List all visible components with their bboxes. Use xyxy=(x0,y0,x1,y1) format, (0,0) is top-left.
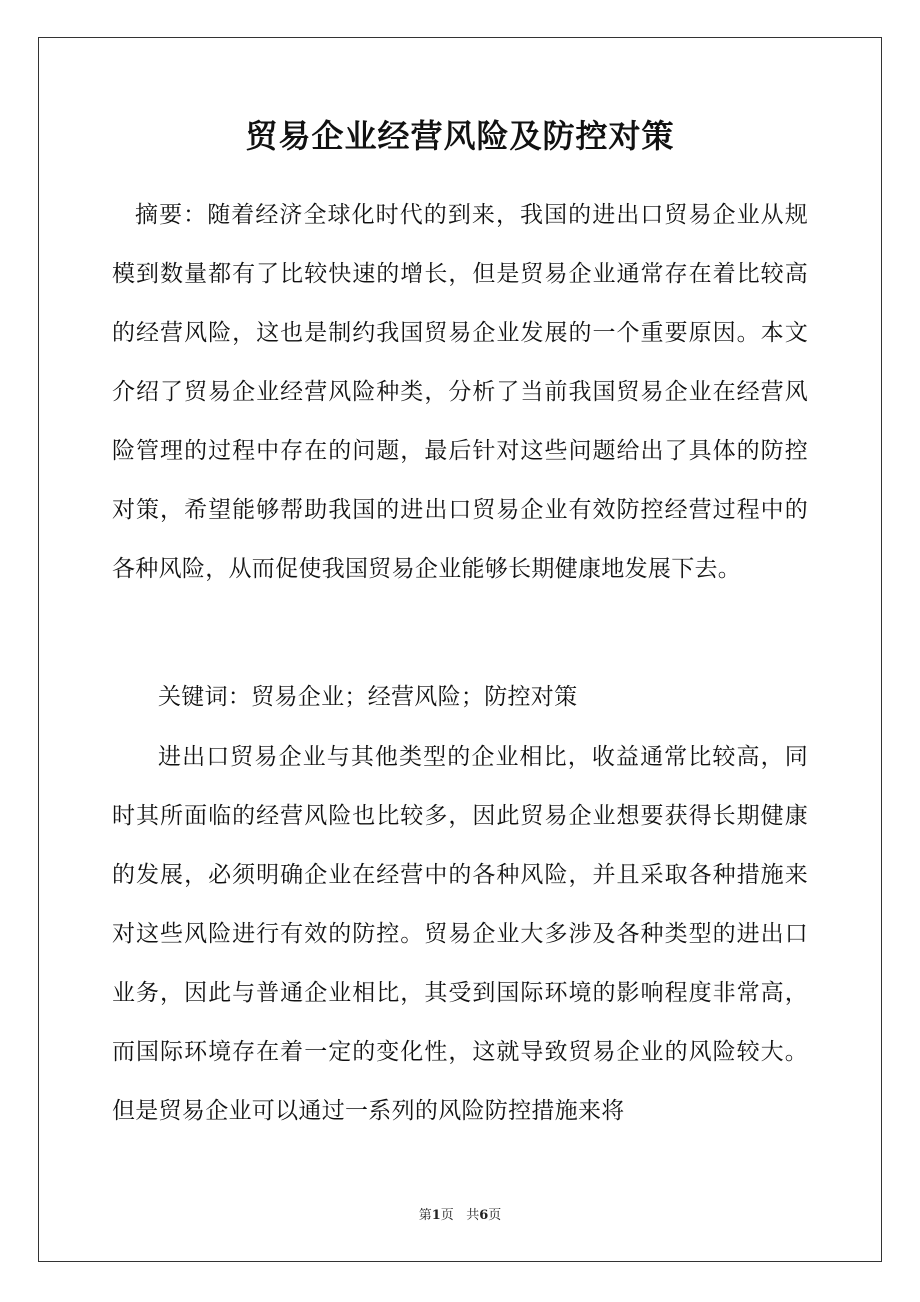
document-title: 贸易企业经营风险及防控对策 xyxy=(245,117,675,155)
keywords-paragraph: 关键词：贸易企业；经营风险；防控对策 xyxy=(158,684,578,710)
total-prefix: 共 xyxy=(466,1208,480,1223)
page-footer xyxy=(38,1206,882,1226)
total-suffix: 页 xyxy=(488,1208,502,1223)
body-paragraph: 进出口贸易企业与其他类型的企业相比，收益通常比较高，同时其所面临的经营风险也比较多，因此贸易企业想要获得长期健康的发展，必须明确企业在经营中的各种风险，并且采取各种措施来对这些风险进行有效的防控。贸易企业大多涉及各种类型的进出口业务，因此与普通企业相比，其受到国际环境的影响程度非常高，而国际环境存在着一定的变化性，这就导致贸易企业的风险较大。但是贸易企业可以通过一系列的风险防控措施来将 xyxy=(112,744,808,1124)
page-suffix: 页 xyxy=(440,1208,454,1223)
current-page-number: 1 xyxy=(431,1208,441,1223)
abstract-paragraph: 摘要：随着经济全球化时代的到来，我国的进出口贸易企业从规模到数量都有了比较快速的增长，但是贸易企业通常存在着比较高的经营风险，这也是制约我国贸易企业发展的一个重要原因。本文介绍了贸易企业经营风险种类，分析了当前我国贸易企业在经营风险管理的过程中存在的问题，最后针对这些问题给出了具体的防控对策，希望能够帮助我国的进出口贸易企业有效防控经营过程中的各种风险，从而促使我国贸易企业能够长期健康地发展下去。 xyxy=(112,202,808,582)
page-prefix: 第 xyxy=(418,1208,432,1223)
total-pages-number: 6 xyxy=(479,1208,489,1223)
